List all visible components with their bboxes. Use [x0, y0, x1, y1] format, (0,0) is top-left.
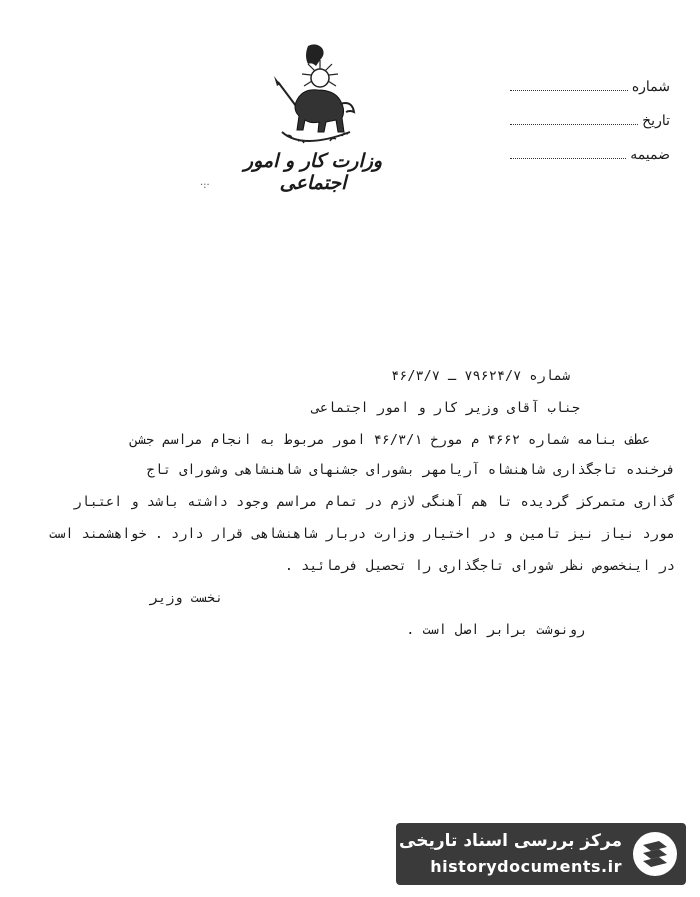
- paragraph-line-4: مورد نیاز نیز تامین و در اختیار وزارت دربار شاهنشاهی قرار دارد . خواهشمند است: [49, 526, 675, 542]
- date-label: تاریخ: [642, 113, 670, 129]
- ministry-title: وزارت کار و امور اجتماعی: [243, 150, 383, 194]
- paragraph-line-5: در اینخصوص نظر شورای تاجگذاری را تحصیل فرمائید .: [284, 558, 675, 574]
- paragraph-line-1: عطف بنامه شماره ۴۶۶۲ م مورخ ۴۶/۳/۱ امور مربوط به انجام مراسم جشن: [129, 432, 650, 448]
- paper-speck: ·:·: [200, 180, 210, 191]
- addressee-line: جناب آقای وزیر کار و امور اجتماعی: [311, 400, 580, 416]
- attachment-field: [510, 146, 670, 180]
- lion-and-sun-emblem-icon: [268, 42, 364, 152]
- paragraph-line-2: فرخنده تاجگذاری شاهنشاه آریامهر بشورای جشنهای شاهنشاهی وشورای تاج: [146, 462, 675, 478]
- watermark-url: historydocuments.ir: [430, 857, 622, 876]
- attachment-label: ضمیمه: [630, 147, 670, 163]
- number-field: [510, 78, 670, 112]
- number-label: شماره: [631, 79, 670, 95]
- attachment-dots: [510, 146, 626, 159]
- date-dots: [510, 112, 638, 125]
- number-dots: [510, 78, 628, 91]
- paragraph-line-3: گذاری متمرکز گردیده تا هم آهنگی لازم در تمام مراسم وجود داشته باشد و اعتبار: [73, 494, 675, 510]
- signature: نخست وزیر: [150, 590, 224, 606]
- copy-note: رونوشت برابر اصل است .: [406, 622, 585, 638]
- watermark-name: مرکز بررسی اسناد تاریخی: [399, 831, 622, 851]
- document-center-logo-icon: [632, 831, 678, 877]
- date-field: [510, 112, 670, 146]
- reference-fields: [510, 78, 670, 180]
- reference-line: شماره ۷۹۶۲۴/۷ ـ ۴۶/۳/۷: [391, 368, 570, 384]
- watermark-banner: [396, 823, 686, 885]
